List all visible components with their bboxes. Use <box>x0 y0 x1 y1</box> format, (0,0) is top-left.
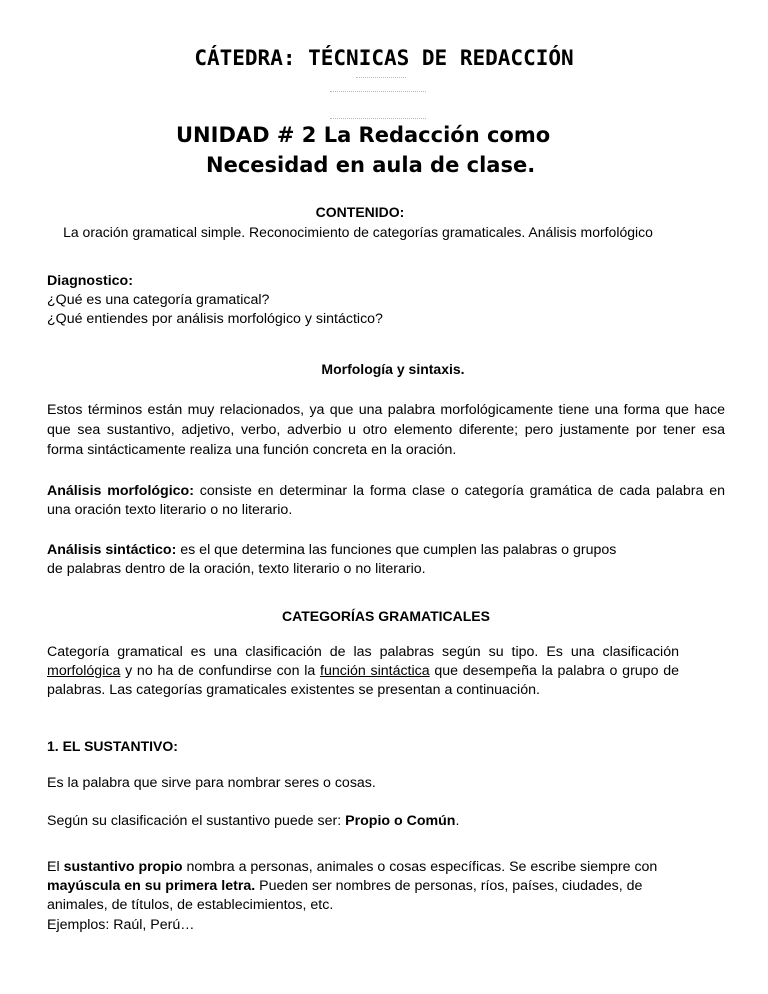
course-title: CÁTEDRA: TÉCNICAS DE REDACCIÓN <box>194 46 574 70</box>
sustantivo-ejemplos: Ejemplos: Raúl, Perú… <box>47 917 195 933</box>
propio-bold: mayúscula en su primera letra. <box>47 878 256 894</box>
diagnostico-question: ¿Qué es una categoría gramatical? <box>47 292 270 308</box>
categorias-text: que desempeña la palabra o grupo de palabras. Las categorías gramaticales existentes se presentan a continuación. <box>47 663 679 698</box>
funcion-sintactica-link[interactable]: función sintáctica <box>320 663 430 679</box>
analisis-sintactico-label: Análisis sintáctico: <box>47 542 177 558</box>
morfologia-paragraph: Estos términos están muy relacionados, ya que una palabra morfológicamente tiene una forma que hace que sea sustantivo, adjetivo, verbo, adverbio u otro elemento diferente; pero justamente por tener esa forma sintácticamente realiza una función concreta en la oración. <box>47 402 725 458</box>
sustantivo-definition: Es la palabra que sirve para nombrar seres o cosas. <box>47 775 376 791</box>
divider <box>356 77 406 78</box>
clasificacion-end: . <box>455 813 460 829</box>
contenido-heading: CONTENIDO: <box>315 204 405 220</box>
morfologica-link[interactable]: morfológica <box>47 663 121 679</box>
categorias-text: Categoría gramatical es una clasificación de las palabras según su tipo. Es una clasificación <box>47 644 679 660</box>
categorias-text: y no ha de confundirse con la <box>120 663 320 679</box>
divider <box>330 118 426 119</box>
categorias-heading: CATEGORÍAS GRAMATICALES <box>282 608 490 624</box>
unit-title <box>176 120 550 180</box>
diagnostico-heading: Diagnostico: <box>47 273 133 289</box>
analisis-morfologico-label: Análisis morfológico: <box>47 483 194 499</box>
diagnostico-question: ¿Qué entiendes por análisis morfológico y sintáctico? <box>47 311 383 327</box>
sustantivo-clasificacion <box>47 812 725 831</box>
unit-title-line1: UNIDAD # 2 La Redacción como <box>176 123 551 147</box>
analisis-sintactico-text: de palabras dentro de la oración, texto literario o no literario. <box>47 561 426 577</box>
analisis-sintactico-text: es el que determina las funciones que cumplen las palabras o grupos <box>176 542 617 558</box>
analisis-sintactico-paragraph <box>47 541 725 579</box>
propio-text: Pueden ser nombres de personas, ríos, países, ciudades, de animales, de títulos, de establecimientos, etc. <box>47 878 643 913</box>
sustantivo-heading: 1. EL SUSTANTIVO: <box>47 738 178 754</box>
diagnostico-section <box>47 272 725 329</box>
categorias-paragraph <box>47 643 679 700</box>
unit-title-line2: Necesidad en aula de clase. <box>206 153 536 177</box>
morfologia-heading: Morfología y sintaxis. <box>321 361 465 377</box>
contenido-text: La oración gramatical simple. Reconocimiento de categorías gramaticales. Análisis morfológico <box>63 224 653 240</box>
propio-text: El <box>47 859 64 875</box>
clasificacion-text: Según su clasificación el sustantivo puede ser: <box>47 813 346 829</box>
sustantivo-propio-paragraph <box>47 858 697 915</box>
propio-bold: sustantivo propio <box>63 859 183 875</box>
divider <box>330 91 426 92</box>
analisis-morfologico-paragraph <box>47 482 725 520</box>
analisis-morfologico-text: consiste en determinar la forma clase o categoría gramática de cada palabra en una oración texto literario o no literario. <box>47 483 725 518</box>
clasificacion-types: Propio o Común <box>345 813 456 829</box>
propio-text: nombra a personas, animales o cosas específicas. Se escribe siempre con <box>182 859 658 875</box>
